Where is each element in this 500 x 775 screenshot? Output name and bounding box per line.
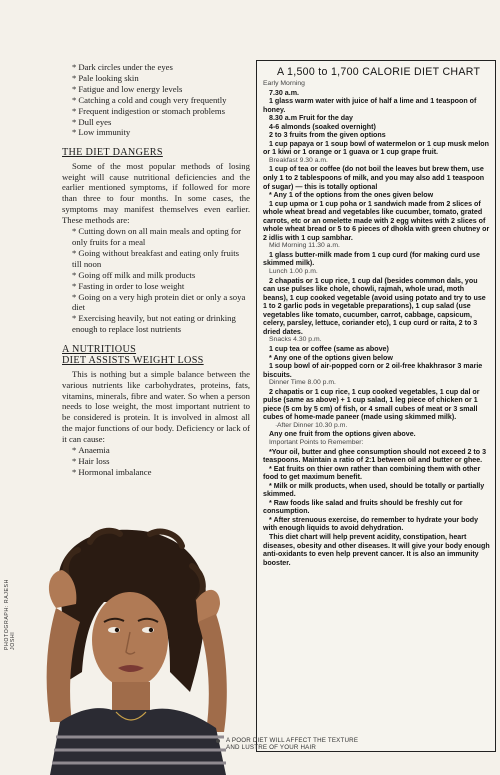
after-dinner-heading-text: After Dinner 10.30 p.m. [277,421,348,429]
breakfast-heading: Breakfast 9.30 a.m. [269,156,328,164]
fruits-options-line: 2 to 3 fruits from the given options [269,131,386,140]
early-morning-time: 7.30 a.m. [269,88,299,97]
photo-credit: PHOTOGRAPH: RAJESH JOSHI [4,579,16,650]
list-item: * Cutting down on all main meals and opting for only fruits for a meal [62,226,250,248]
early-morning-line: 1 glass warm water with juice of half a lime and 1 teaspoon of honey. [263,97,477,114]
list-item: * Fasting in order to lose weight [62,281,250,292]
diet-dangers-heading: THE DIET DANGERS [62,147,163,159]
list-item: * Hair loss [62,456,250,467]
snacks-options-line: * Any one of the options given below [269,353,393,362]
diet-chart-title: A 1,500 to 1,700 CALORIE DIET CHART [277,66,481,78]
article-left-column [62,62,250,478]
mid-morning-heading: Mid Morning 11.30 a.m. [269,242,340,250]
list-item: * Exercising heavily, but not eating or drinking enough to replace lost nutrients [62,313,250,335]
closing-paragraph: This diet chart will help prevent acidity, constipation, heart diseases, obesity and other diseases. It will give your body enough anti-oxidants to even help prevent cancer. It is also an immunity booster. [263,532,490,567]
point-oil: *Your oil, butter and ghee consumption should not exceed 2 to 3 teaspoons. Maintain a ratio of 2:1 between oil and butter or ghee. [263,447,487,465]
list-item: * Going without breakfast and eating only fruits till noon [62,248,250,270]
dinner-heading: Dinner Time 8.00 p.m. [269,379,336,387]
after-dinner-heading [263,422,490,431]
woman-illustration [20,522,248,775]
list-item: * Frequent indigestion or stomach problems [62,106,250,117]
list-item: * Dull eyes [62,117,250,128]
caption-dot-icon [216,739,220,743]
point-hydrate: * After strenuous exercise, do remember to hydrate your body with enough liquids to avoid dehydration. [263,515,479,533]
breakfast-options-line: * Any 1 of the options from the ones given below [269,191,434,200]
points-heading: Important Points to Remember: [269,438,364,446]
list-item: * Catching a cold and cough very frequently [62,95,250,106]
snacks-choices-line: 1 soup bowl of air-popped corn or 2 oil-free khakhrasor 3 marie biscuits. [263,362,483,379]
lunch-line: 2 chapatis or 1 cup rice, 1 cup dal (besides common dals, you can use pulses like chole, chowli, rajmah, whole urad, moth beans), 1 cup cooked vegetable (avoid using potato and try to use 1 to 2 garlic pods in vegetable preparations), 1 cup salad (use vegetables like tomato, cucumber, carrot, cabbage, capsicum, celery, parsley, lettuce, coriander etc), 1 cup curd or raita, 2 to 3 dried dates. [263,276,486,336]
breakfast-tea-line: 1 cup of tea or coffee (do not boil the leaves but brew them, use only 1 to 2 tablespoons of milk, and you may also add 1 teaspoon of sugar) — this is totally optional [263,165,485,191]
fruit-time-line: 8.30 a.m Fruit for the day [269,114,353,123]
fruit-choices-line: 1 cup papaya or 1 soup bowl of watermelon or 1 cup musk melon or 1 kiwi or 1 orange or 1 guava or 1 cup grape fruit. [263,139,489,157]
lunch-heading: Lunch 1.00 p.m. [269,268,318,276]
after-dinner-line: Any one fruit from the options given above. [269,430,416,439]
list-item: * Going on a very high protein diet or only a soya diet [62,292,250,314]
woman-photo [20,522,248,775]
deficiency-list [62,445,250,478]
diet-dangers-intro: Some of the most popular methods of losing weight will cause nutritional deficiencies and the earlier mentioned symptoms, if followed for more than three to four months. In some cases, the symptoms may manifest themselves even earlier. These methods are: [62,160,250,226]
weight-loss-body: This is nothing but a simple balance between the various nutrients like carbohydrates, proteins, fats, vitamins, minerals, fibre and water. So when a person needs to lose weight, the most important nutrient to be considered is protein. It is involved in almost all the major functions of our body. Deficiency or lack of it can cause: [62,368,250,445]
list-item: * Hormonal imbalance [62,467,250,478]
snacks-heading: Snacks 4.30 p.m. [269,336,322,344]
list-item: * Anaemia [62,445,250,456]
weight-loss-heading [62,344,250,367]
diet-chart-box [256,60,496,752]
mid-morning-line: 1 glass butter-milk made from 1 cup curd (for making curd use skimmed milk). [263,250,480,268]
breakfast-choices-line: 1 cup upma or 1 cup poha or 1 sandwich made from 2 slices of whole wheat bread and vegetables like cucumber, tomato, grated carrots, etc or an omelette made with 2 egg whites with 2 slices of whole wheat bread or 5 to 6 pieces of dhokla with green chutney or 2 idlis with 1 cup sambhar. [263,199,490,242]
snacks-tea-line: 1 cup tea or coffee (same as above) [269,344,389,353]
list-item: * Low immunity [62,127,250,138]
early-morning-heading: Early Morning [263,80,305,87]
symptoms-list [62,62,250,138]
list-item: * Going off milk and milk products [62,270,250,281]
photo-caption: A POOR DIET WILL AFFECT THE TEXTURE AND LUSTRE OF YOUR HAIR [226,737,359,752]
point-raw-foods: * Raw foods like salad and fruits should be freshly cut for consumption. [263,498,463,516]
bullet-dot-icon: · [275,421,278,429]
weight-loss-heading-line2: DIET ASSISTS WEIGHT LOSS [62,355,204,367]
diet-methods-list [62,226,250,335]
point-milk: * Milk or milk products, when used, should be totally or partially skimmed. [263,481,485,499]
list-item: * Dark circles under the eyes [62,62,250,73]
point-fruits: * Eat fruits on thier own rather than combining them with other food to get maximum benefit. [263,464,481,482]
dinner-line: 2 chapatis or 1 cup rice, 1 cup cooked vegetables, 1 cup dal or pulse (same as above) + 1 cup salad, 1 leg piece of chicken or 1 piece (5 cm by 5 cm) of fish, or 4 small cubes of meat or 3 small cubes of home-made paneer (made using skimmed milk). [263,387,480,422]
list-item: * Pale looking skin [62,73,250,84]
almonds-line: 4-6 almonds (soaked overnight) [269,122,376,131]
weight-loss-heading-line1: A NUTRITIOUS [62,344,137,356]
list-item: * Fatigue and low energy levels [62,84,250,95]
